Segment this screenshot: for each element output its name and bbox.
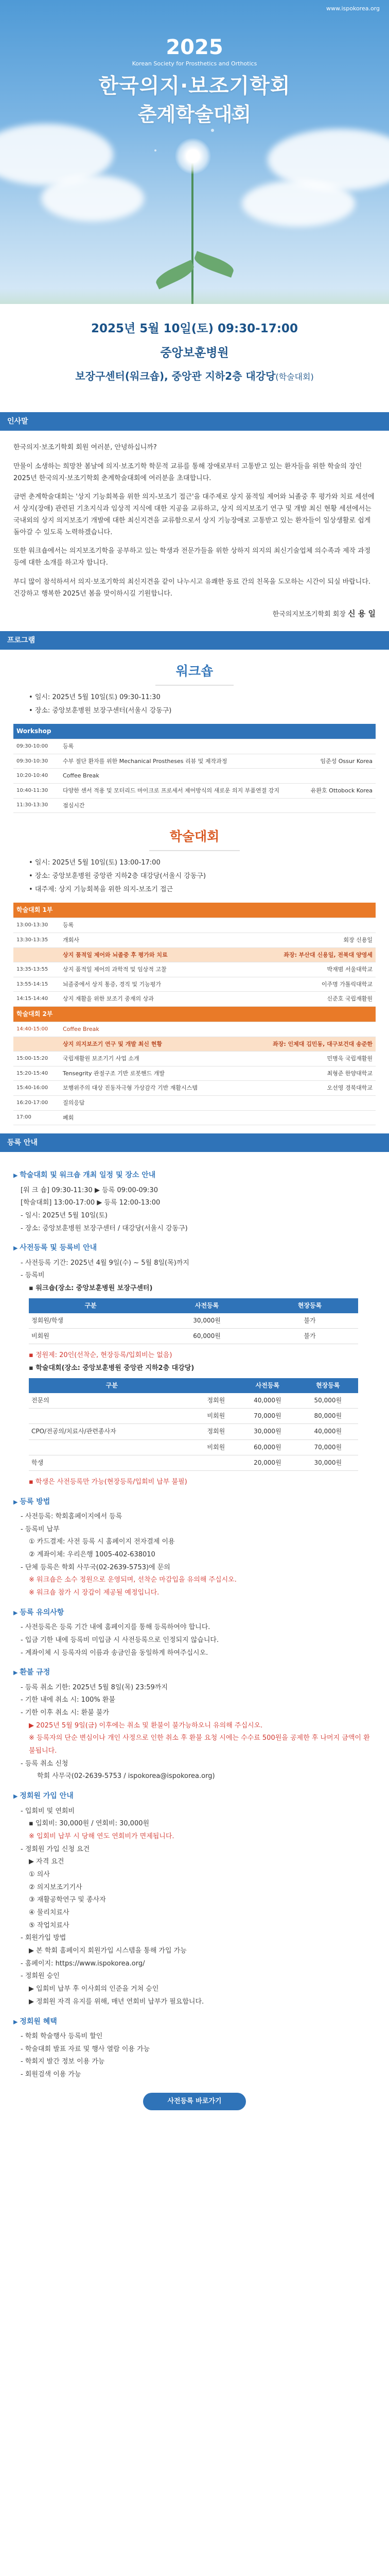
conference-title [13,826,376,851]
conference-info-item: • 일시: 2025년 5월 10일(토) 13:00-17:00 [29,856,376,870]
program-time: 15:00-15:20 [13,1052,60,1066]
info-line: - 회원검색 이용 가능 [21,2070,81,2078]
session1-head-label: 학술대회 1부 [13,903,376,918]
fee-row [29,1313,358,1329]
section-header-greeting: 인사말 [0,412,389,431]
info-line: - 단체 등록은 학회 사무국(02-2639-5753)에 문의 [21,1563,170,1571]
fee-row [29,1393,358,1409]
conference-info-item: • 장소: 중앙보훈병원 중앙관 지하2층 대강당(서울시 강동구) [29,870,376,883]
workshop-info-item: • 일시: 2025년 5월 10일(토) 09:30-11:30 [29,691,376,704]
program-title: 점심시간 [60,798,302,813]
program-speaker [240,1110,376,1125]
site-url[interactable]: www.ispokorea.org [326,5,380,12]
member-benefit-title: ▶ 정회원 혜택 [13,2016,376,2027]
info-line: ▶ 본 학회 홈페이지 회원가입 시스템을 통해 가입 가능 [29,1947,187,1955]
program-row [13,1081,376,1096]
fee-header-cell: 사전등록 [152,1298,261,1313]
info-line: ① 카드결제: 사전 등록 시 홈페이지 전자결제 이용 [29,1538,175,1546]
fee-cell [29,1439,195,1455]
fee-cell: 정회원/학생 [29,1313,152,1329]
program-time: 14:40-15:00 [13,1022,60,1037]
workshop-info [13,691,376,718]
session2-head [13,1006,376,1022]
info-line: ② 의지보조기기사 [29,1883,82,1891]
dandelion-puff [175,138,211,174]
program-row [13,992,376,1007]
society-name-en: Korean Society for Prosthetics and Orthotics [132,60,257,67]
program-title: 수부 절단 환자를 위한 Mechanical Prostheses 리뷰 및 제작과정 [60,754,302,769]
info-line: - 사전등록 기간: 2025년 4월 9일(수) ~ 5월 8일(목)까지 [21,1259,189,1267]
reg-fee-list [13,1257,376,1282]
program-row [13,918,376,933]
fee-cell: 60,000원 [152,1329,261,1344]
info-line: - 등록비 [21,1272,45,1280]
program-time: 13:30-13:35 [13,933,60,947]
workshop-table-head-label: Workshop [13,724,376,739]
info-line: 학회 사무국(02-2639-5753 / ispokorea@ispokorea.org) [37,1772,215,1781]
seed-dot [154,149,156,151]
conference-fee-table [29,1378,358,1471]
event-title: 춘계학술대회 [137,103,252,126]
fee-cell: CPO/전공의/치료사/관련종사자 [29,1424,195,1439]
conference-table [13,903,376,1125]
refund-list [13,1682,376,1784]
fee-header-cell: 현장등록 [261,1298,358,1313]
program-speaker: 오선영 경북대학교 [240,1081,376,1096]
fee-cell: 70,000원 [298,1439,358,1455]
reg-method-list [13,1511,376,1600]
program-row [13,962,376,977]
program-time: 10:20-10:40 [13,769,60,784]
fee-header-cell [195,1378,238,1393]
refund-title: ▶ 환불 규정 [13,1667,376,1678]
program-title: 상지 의지보조기 연구 및 개발 최신 현황 [60,1037,240,1052]
program-row [13,1037,376,1052]
fee-cell: 40,000원 [298,1424,358,1439]
workshop-table [13,724,376,813]
signature-name: 신 용 일 [348,609,376,619]
fee-header-cell: 구분 [29,1298,152,1313]
membership-title: ▶ 정회원 가입 안내 [13,1790,376,1802]
event-place [0,368,389,384]
section-header-registration: 등록 안내 [0,1133,389,1152]
program-time: 17:00 [13,1110,60,1125]
program-speaker: 최형준 한양대학교 [240,1066,376,1081]
program-time [13,947,60,962]
program-speaker: 좌장: 인제대 김민동, 대구보건대 송준한 [240,1037,376,1052]
info-line: - 기한 내에 취소 시: 100% 환불 [21,1696,116,1704]
workshop-title [13,661,376,686]
program-title: 개회사 [60,933,240,947]
session1-head [13,903,376,918]
program-row [13,1096,376,1111]
program-speaker [240,1096,376,1111]
fee-cell: 40,000원 [237,1393,297,1409]
reg-caution-title: ▶ 등록 유의사항 [13,1607,376,1618]
program-row [13,1022,376,1037]
greeting-signature [13,607,376,621]
fee-cell: 불가 [261,1329,358,1344]
event-year: 2025 [166,36,223,59]
info-line: - 입금 기한 내에 등록비 미입금 시 사전등록으로 인정되지 않습니다. [21,1636,219,1644]
info-line: - 입회비 및 연회비 [21,1807,75,1815]
info-line: - 장소: 중앙보훈병원 보장구센터 / 대강당(서울시 강동구) [21,1224,188,1232]
info-line: - 학술대회 발표 자료 및 행사 열람 이용 가능 [21,2045,150,2053]
program-row [13,977,376,992]
program-row [13,947,376,962]
info-line: ▶ 정회원 자격 유지를 위해, 매년 연회비 납부가 필요합니다. [29,1997,204,2006]
fee-cell: 정회원 [195,1393,238,1409]
fee-row [29,1439,358,1455]
greeting-paragraph: 부디 많이 참석하셔서 의지·보조기학의 최신지견을 같이 나누시고 유쾌한 동료 간의 친목을 도모하는 시간이 되실 바랍니다. 건강하고 행복한 2025년 봄을 맞이하시길 기원합니다. [13,578,371,598]
program-title: 폐회 [60,1110,240,1125]
info-line: ▶ 자격 요건 [29,1858,64,1866]
reg-schedule-list [13,1184,376,1235]
info-line: - 등록 취소 신청 [21,1759,68,1768]
program-time [13,1037,60,1052]
program-title: 뇌졸중에서 상지 통증, 경직 및 기능평가 [60,977,240,992]
program-speaker: 유완호 Ottobock Korea [302,783,376,798]
fee-cell: 학생 [29,1455,195,1470]
info-line: - 계좌이체 시 등록자의 이름과 송금인을 동일하게 하여주십시오. [21,1649,208,1657]
fee-cell: 30,000원 [237,1424,297,1439]
reg-caution-list [13,1621,376,1659]
program-speaker: 임준성 Ossur Korea [302,754,376,769]
program-time: 11:30-13:30 [13,798,60,813]
info-line: ⑤ 작업치료사 [29,1921,69,1929]
info-line: [학술대회] 13:00-17:00 ▶ 등록 12:00-13:00 [21,1199,161,1207]
info-line: - 기한 이후 취소 시: 환불 불가 [21,1709,110,1717]
program-title: Coffee Break [60,1022,240,1037]
reg-fee-title: ▶ 사전등록 및 등록비 안내 [13,1242,376,1253]
program-speaker [240,918,376,933]
program-speaker: 이주명 가톨릭대학교 [240,977,376,992]
info-line: ▶ 2025년 5월 9일(금) 이후에는 취소 및 환불이 불가능하오니 유의해 주십시오. [29,1721,263,1730]
info-line: ③ 재활공학연구 및 종사자 [29,1896,106,1904]
program-row [13,769,376,784]
fee-table-head [29,1298,358,1313]
info-line: - 사전등록은 등록 기간 내에 홈페이지를 통해 등록하여야 합니다. [21,1623,210,1632]
program-title: 질의응답 [60,1096,240,1111]
program-time: 09:30-10:30 [13,754,60,769]
greeting-paragraph: 만물이 소생하는 희망찬 봄날에 의지·보조기학 학문적 교류를 통해 장애로부터 고통받고 있는 환자들을 위한 학술의 장인 2025년 한국의지·보조기학회 춘계학술대회에 여러분을 초대합니다. [13,462,362,482]
program-speaker: 박재범 서울대학교 [240,962,376,977]
program-speaker: 좌장: 부산대 신용일, 전북대 양영세 [240,947,376,962]
program-speaker: 신준호 국립재활원 [240,992,376,1007]
program-speaker [240,1022,376,1037]
fee-row [29,1409,358,1424]
info-line: ※ 입회비 납부 시 당해 연도 연회비가 면제됩니다. [29,1832,174,1840]
fee-cell: 비회원 [29,1329,152,1344]
info-line: - 회원가입 방법 [21,1934,66,1942]
conference-info [13,856,376,896]
program-row [13,798,376,813]
cloud-decoration [242,180,355,227]
leaf-decoration [192,251,236,278]
fee-table-head [29,1378,358,1393]
info-line: - 사전등록: 학회홈페이지에서 등록 [21,1512,122,1520]
cloud-decoration [41,175,144,222]
program-row [13,754,376,769]
fee-row [29,1424,358,1439]
fee-cell: 불가 [261,1313,358,1329]
fee-cell: 60,000원 [237,1439,297,1455]
membership-list [13,1805,376,2009]
program-time: 13:35-13:55 [13,962,60,977]
info-line: ▶ 입회비 납부 후 이사회의 인준을 거쳐 승인 [29,1985,159,1993]
workshop-info-item: • 장소: 중앙보훈병원 보장구센터(서울시 강동구) [29,704,376,718]
program-time: 13:55-14:15 [13,977,60,992]
society-title: 한국의지·보조기학회 [98,74,291,98]
reg-method-title: ▶ 등록 방법 [13,1496,376,1507]
program-row [13,933,376,947]
event-venue: 중앙보훈병원 [160,346,229,360]
member-benefit-list [13,2030,376,2081]
program-body [0,650,389,1125]
program-title: 상지 재활을 위한 보조기 중재의 상과 [60,992,240,1007]
event-place-main: 보장구센터(워크숍), 중앙관 지하2층 대강당 [75,369,276,382]
event-place-sub: (학술대회) [275,371,314,382]
fee-cell: 비회원 [195,1409,238,1424]
event-date: 2025년 5월 10일(토) 09:30-17:00 [91,322,298,335]
program-title: 국립재활원 보조기기 사업 소개 [60,1052,240,1066]
workshop-title-text: 워크숍 [155,661,234,686]
info-line: ▪ 입회비: 30,000원 / 연회비: 30,000원 [29,1820,150,1828]
fee-header-cell: 현장등록 [298,1378,358,1393]
program-title: 등록 [60,918,240,933]
section-header-program: 프로그램 [0,631,389,650]
greeting-body [0,431,389,631]
program-time: 09:30-10:00 [13,739,60,754]
greeting-paragraph: 또한 워크숍에서는 의지보조기학을 공부하고 있는 학생과 전문가들을 위한 상하지 의지의 최신기술업체 의수족과 제작 과정 등에 대한 소개를 하고자 합니다. [13,547,371,567]
preregister-button[interactable]: 사전등록 바로가기 [143,2093,246,2110]
greeting-paragraph: 금번 춘계학술대회는 '상지 기능회복을 위한 의지-보조기 접근'을 대주제로 상지 품적일 제어와 뇌졸중 후 평가와 치료 세션에서 상지(장애) 관련된 기초지식과 임상적 지식에 대한 지공을 교류하고, 상지 의지보조기 연구 및 개발 최신 현황 세션에서는 국내외의 상지 의지보조기 개발에 대한 최신지견을 교류함으로서 상지 기능장애로 고통받고 있는 환자들이 일상생활로 쉽게 돌아갈 수 있도록 노력하겠습니다. [13,493,375,536]
program-speaker: 민병욱 국립재활원 [240,1052,376,1066]
info-line: - 등록비 납부 [21,1525,60,1533]
fee-cell: 30,000원 [298,1455,358,1470]
program-title: 상지 품적일 제어와 뇌졸중 후 평가와 치료 [60,947,240,962]
info-line[interactable]: - 홈페이지: https://www.ispokorea.org/ [21,1959,145,1968]
program-speaker: 회장 신용일 [240,933,376,947]
fee-cell: 50,000원 [298,1393,358,1409]
fee-cell: 20,000원 [237,1455,297,1470]
fee-header-cell: 사전등록 [237,1378,297,1393]
workshop-fee-label: ▪ 워크숍(장소: 중앙보훈병원 보장구센터) [29,1284,153,1293]
program-title: 보행위주의 대상 진동자극형 가상감각 기반 재활시스템 [60,1081,240,1096]
fee-header-cell: 구분 [29,1378,195,1393]
conference-title-text: 학술대회 [149,826,240,851]
program-time: 14:15-14:40 [13,992,60,1007]
program-time: 10:40-11:30 [13,783,60,798]
registration-body [0,1152,389,2120]
signature-org: 한국의지보조기학회 회장 [272,611,346,619]
info-line: - 학회 학술행사 등록비 할인 [21,2032,103,2040]
program-row [13,1066,376,1081]
info-line: ※ 워크숍 참가 시 장갑이 제공될 예정입니다. [29,1589,160,1597]
conference-fee-note: ▪ 학생은 사전등록만 가능(현장등록/입회비 납부 불필) [29,1478,187,1486]
leaf-decoration [153,260,196,289]
fee-cell [29,1409,195,1424]
program-title: Tensegrity 관절구조 기반 로봇핸드 개발 [60,1066,240,1081]
program-speaker [302,769,376,784]
info-line: ※ 워크숍은 소수 정원으로 운영되며, 선착순 마감입을 유의해 주십시오. [29,1576,237,1584]
workshop-fee-note: ▪ 정원제: 20인(선착순, 현장등록/입회비는 없음) [29,1351,172,1360]
program-row [13,1052,376,1066]
fee-cell [195,1455,238,1470]
fee-cell: 80,000원 [298,1409,358,1424]
greeting-paragraph: 한국의지·보조기학회 회원 여러분, 안녕하십니까? [13,444,157,451]
fee-cell: 70,000원 [237,1409,297,1424]
fee-cell: 30,000원 [152,1313,261,1329]
fee-row [29,1329,358,1344]
info-line: ※ 등록자의 단순 변심이나 개인 사정으로 인한 취소 후 환불 요청 시에는 수수료 500원을 공제한 후 나머지 금액이 환불됩니다. [29,1734,370,1755]
program-title: 다양한 센서 적용 및 모터리드 마이크로 프로세서 제어방식의 새로운 의지 부품연결 강지 [60,783,302,798]
program-time: 15:40-16:00 [13,1081,60,1096]
program-title: 상지 품적일 제어의 과학적 및 임상적 고찰 [60,962,240,977]
info-line: - 일시: 2025년 5월 10일(토) [21,1212,108,1220]
program-speaker [302,798,376,813]
info-line: - 등록 취소 기한: 2025년 5월 8일(목) 23:59까지 [21,1683,168,1691]
program-title: 등록 [60,739,302,754]
hero-banner [0,0,389,412]
info-line: ④ 물리치료사 [29,1909,69,1917]
fee-row [29,1455,358,1470]
program-speaker [302,739,376,754]
program-time: 13:00-13:30 [13,918,60,933]
info-line: - 정회원 가입 신청 요건 [21,1845,90,1853]
program-time: 16:20-17:00 [13,1096,60,1111]
workshop-table-head [13,724,376,739]
program-row [13,783,376,798]
reg-schedule-title: ▶ 학술대회 및 워크숍 개최 일정 및 장소 안내 [13,1170,376,1181]
info-line: - 정회원 승인 [21,1972,60,1980]
program-row [13,739,376,754]
conference-info-item: • 대주제: 상지 기능회복을 위한 의지-보조기 접근 [29,883,376,896]
fee-cell: 정회원 [195,1424,238,1439]
info-line: ① 의사 [29,1870,50,1878]
info-line: [워 크 숍] 09:30-11:30 ▶ 등록 09:00-09:30 [21,1186,158,1194]
event-info-box [0,304,389,412]
program-time: 15:20-15:40 [13,1066,60,1081]
conference-fee-label: ▪ 학술대회(장소: 중앙보훈병원 중앙관 지하2층 대강당) [29,1364,194,1372]
fee-cell: 비회원 [195,1439,238,1455]
fee-cell: 전문의 [29,1393,195,1409]
info-line: ② 계좌이체: 우리은행 1005-402-638010 [29,1551,155,1559]
info-line: - 학회지 발간 정보 이용 가능 [21,2058,105,2066]
session2-head-label: 학술대회 2부 [13,1006,376,1022]
program-row [13,1110,376,1125]
program-title: Coffee Break [60,769,302,784]
workshop-fee-table [29,1298,358,1345]
